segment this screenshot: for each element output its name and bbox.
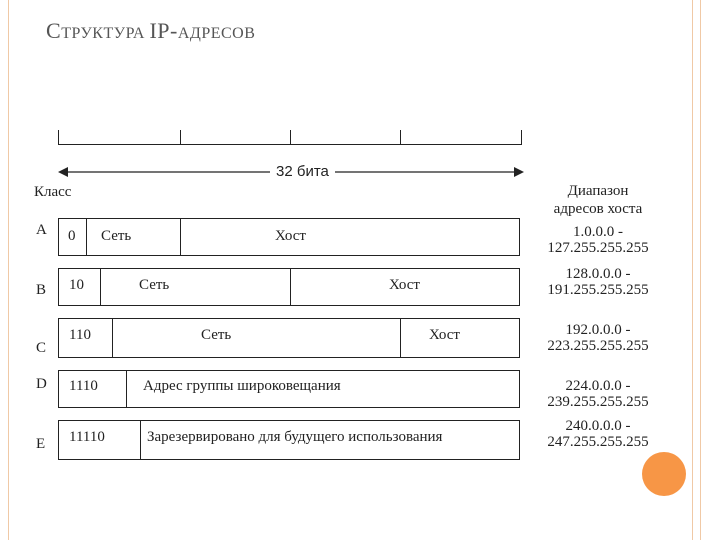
prefix-bits: 110 — [69, 327, 91, 343]
description-cell — [127, 371, 519, 407]
description-label: Зарезервировано для будущего использования — [147, 429, 443, 445]
network-label: Сеть — [201, 327, 232, 343]
bits-label: 32 бита — [270, 163, 335, 180]
prefix-bits: 0 — [68, 228, 76, 244]
address-row-class-c — [58, 318, 520, 358]
range-header-line1: Диапазон — [567, 183, 629, 199]
range-class-c — [528, 322, 668, 354]
network-label: Сеть — [101, 228, 132, 244]
prefix-cell — [59, 269, 101, 305]
range-end: 191.255.255.255 — [547, 282, 649, 298]
range-header-line2: адресов хоста — [553, 201, 643, 217]
range-end: 223.255.255.255 — [547, 338, 649, 354]
title-initial: С — [46, 18, 62, 43]
address-row-class-a — [58, 218, 520, 256]
prefix-bits: 10 — [69, 277, 84, 293]
class-header: Класс — [34, 184, 72, 200]
class-letter: C — [36, 340, 47, 356]
description-cell — [141, 421, 519, 459]
prefix-cell — [59, 371, 127, 407]
slide-border-right-outer — [700, 0, 701, 540]
host-label: Хост — [429, 327, 460, 343]
address-row-class-e — [58, 420, 520, 460]
range-class-a — [528, 224, 668, 256]
range-start: 128.0.0.0 - — [565, 266, 631, 282]
range-class-d — [528, 378, 668, 410]
range-class-e — [528, 418, 668, 450]
slide-title — [46, 18, 255, 44]
class-letter: D — [36, 376, 47, 392]
range-start: 1.0.0.0 - — [573, 224, 623, 240]
prefix-cell — [59, 219, 87, 255]
prefix-bits: 11110 — [69, 429, 105, 445]
slide-border-right — [692, 0, 693, 540]
bit-scale-tick — [290, 130, 291, 145]
host-label: Хост — [275, 228, 306, 244]
host-label: Хост — [389, 277, 420, 293]
host-cell — [401, 319, 519, 357]
address-row-class-d — [58, 370, 520, 408]
network-cell — [101, 269, 291, 305]
bit-scale-tick — [58, 130, 59, 145]
prefix-cell — [59, 319, 113, 357]
host-cell — [181, 219, 519, 255]
range-end: 247.255.255.255 — [547, 434, 649, 450]
bit-scale-tick — [521, 130, 522, 145]
host-cell — [291, 269, 519, 305]
title-word-2: АДРЕСОВ — [177, 25, 256, 42]
title-ip: IP- — [149, 18, 178, 43]
prefix-cell — [59, 421, 141, 459]
bit-scale — [58, 130, 522, 148]
network-cell — [113, 319, 401, 357]
range-start: 224.0.0.0 - — [565, 378, 631, 394]
range-end: 239.255.255.255 — [547, 394, 649, 410]
slide-border-left — [8, 0, 9, 540]
range-class-b — [528, 266, 668, 298]
prefix-bits: 1110 — [69, 378, 98, 394]
range-header — [528, 182, 668, 218]
range-start: 192.0.0.0 - — [565, 322, 631, 338]
decorative-circle — [642, 452, 686, 496]
class-letter: A — [36, 222, 47, 238]
title-word-1: ТРУКТУРА — [61, 25, 150, 42]
network-label: Сеть — [139, 277, 170, 293]
class-letter: E — [36, 436, 46, 452]
description-label: Адрес группы широковещания — [143, 378, 341, 394]
range-start: 240.0.0.0 - — [565, 418, 631, 434]
class-letter: B — [36, 282, 47, 298]
address-row-class-b — [58, 268, 520, 306]
bit-scale-tick — [180, 130, 181, 145]
network-cell — [87, 219, 181, 255]
bit-scale-tick — [400, 130, 401, 145]
range-end: 127.255.255.255 — [547, 240, 649, 256]
